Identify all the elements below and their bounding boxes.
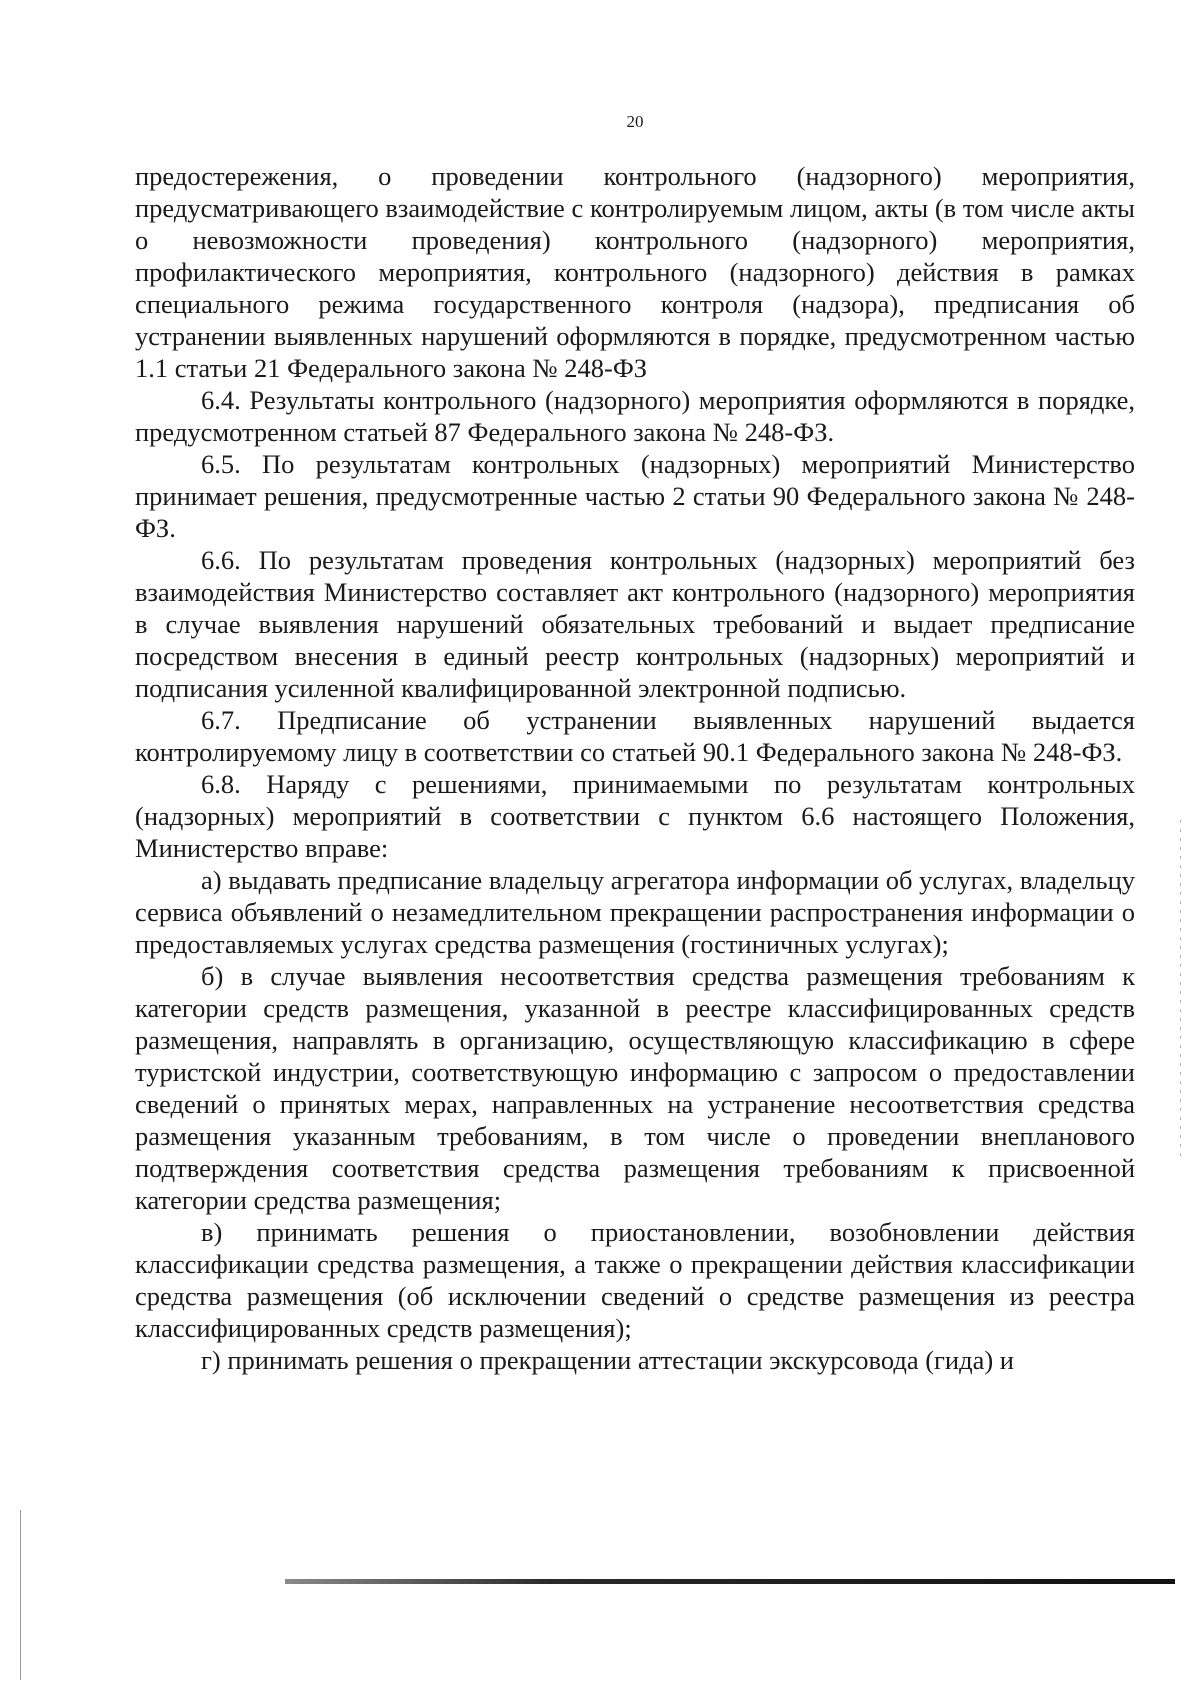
page-number: 20 [626, 112, 644, 131]
paragraph-continuation: предостережения, о проведении контрольного (надзорного) мероприятия, предусматривающего взаимодействие с контролируемым лицом, акты (в том числе акты о невозможности проведения) контрольного (надзорного) мероприятия, профилактического мероприятия, контрольного (надзорного) действия в рамках специального режима государственного контроля (надзора), предписания об устранении выявленных нарушений оформляются в порядке, предусмотренном частью 1.1 статьи 21 Федерального закона № 248-ФЗ [135, 161, 1135, 383]
list-item-v: в) принимать решения о приостановлении, возобновлении действия классификации средства размещения, а также о прекращении действия классификации средства размещения (об исключении сведений о средстве размещения из реестра классифицированных средств размещения); [135, 1217, 1135, 1343]
paragraph-6-7: 6.7. Предписание об устранении выявленных нарушений выдается контролируемому лицу в соответствии со статьей 90.1 Федерального закона № 248-ФЗ. [135, 705, 1135, 767]
scan-edge-mark [20, 1510, 21, 1680]
paragraph-6-6: 6.6. По результатам проведения контрольных (надзорных) мероприятий без взаимодействия Министерство составляет акт контрольного (надзорного) мероприятия в случае выявления нарушений обязательных требований и выдает предписание посредством внесения в единый реестр контрольных (надзорных) мероприятий и подписания усиленной квалифицированной электронной подписью. [135, 545, 1135, 703]
document-body [135, 160, 1135, 1376]
paragraph-6-8: 6.8. Наряду с решениями, принимаемыми по результатам контрольных (надзорных) мероприятий в соответствии с пунктом 6.6 настоящего Положения, Министерство вправе: [135, 769, 1135, 863]
paragraph-6-5: 6.5. По результатам контрольных (надзорных) мероприятий Министерство принимает решения, предусмотренные частью 2 статьи 90 Федерального закона № 248-ФЗ. [135, 449, 1135, 543]
list-item-a: а) выдавать предписание владельцу агрегатора информации об услугах, владельцу сервиса объявлений о незамедлительном прекращении распространения информации о предоставляемых услугах средства размещения (гостиничных услугах); [135, 865, 1135, 959]
list-item-b: б) в случае выявления несоответствия средства размещения требованиям к категории средств размещения, указанной в реестре классифицированных средств размещения, направлять в организацию, осуществляющую классификацию в сфере туристской индустрии, соответствующую информацию с запросом о предоставлении сведений о принятых мерах, направленных на устранение несоответствия средства размещения указанным требованиям, в том числе о проведении внепланового подтверждения соответствия средства размещения требованиям к присвоенной категории средства размещения; [135, 961, 1135, 1215]
footer-rule [285, 1579, 1175, 1584]
scan-edge-mark-right [1180, 820, 1181, 1160]
list-item-g: г) принимать решения о прекращении аттестации экскурсовода (гида) и [201, 1345, 1014, 1375]
paragraph-6-4: 6.4. Результаты контрольного (надзорного) мероприятия оформляются в порядке, предусмотренном статьей 87 Федерального закона № 248-ФЗ. [135, 385, 1135, 447]
